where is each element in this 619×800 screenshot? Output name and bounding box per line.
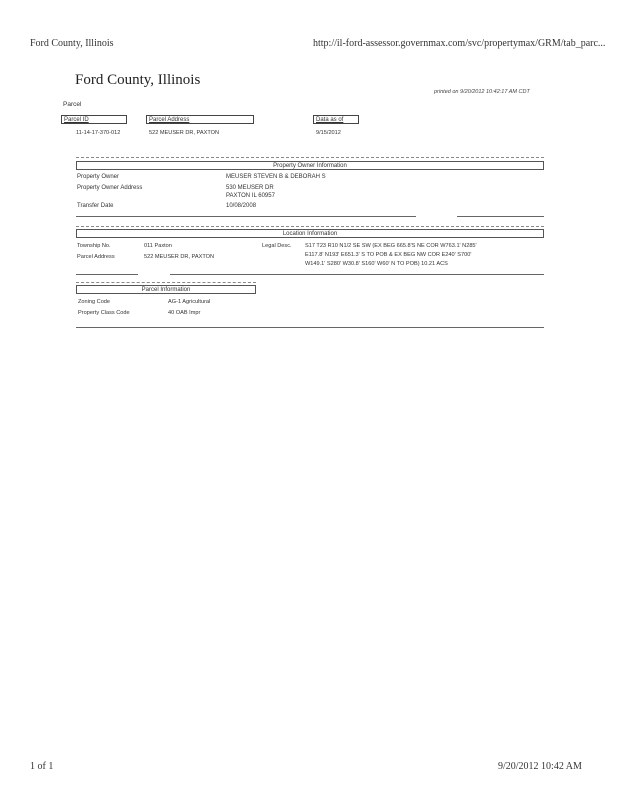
parcel-id-value: 11-14-17-370-012 [76,130,121,136]
owner-address-label: Property Owner Address [77,185,143,191]
data-as-of-header: Data as of [313,115,359,124]
transfer-date-value: 10/08/2008 [226,203,257,209]
township-value: 011 Paxton [144,243,172,249]
data-as-of-value: 9/15/2012 [316,130,341,136]
parcel-id-header: Parcel ID [61,115,127,124]
printed-on-timestamp: printed on 9/20/2012 10:42:17 AM CDT [434,89,530,95]
divider [76,226,544,227]
zoning-code-value: AG-1 Agricultural [168,299,211,305]
township-label: Township No. [77,243,111,249]
print-header-url: http://il-ford-assessor.governmax.com/svc/propertymax/GRM/tab_parc... [313,38,606,49]
parcel-address-header: Parcel Address [146,115,254,124]
location-parcel-address-value: 522 MEUSER DR, PAXTON [144,254,215,260]
parcel-address-value: 522 MEUSER DR, PAXTON [149,130,220,136]
location-section-title: Location Information [76,229,544,238]
divider [76,274,138,275]
owner-value: MEUSER STEVEN B & DEBORAH S [226,174,326,180]
divider [76,157,544,158]
legal-desc-label: Legal Desc. [262,243,292,249]
transfer-date-label: Transfer Date [77,203,114,209]
property-class-value: 40 OAB Impr [168,310,201,316]
owner-section-title: Property Owner Information [76,161,544,170]
page-title: Ford County, Illinois [75,72,201,88]
divider [76,216,416,217]
zoning-code-label: Zoning Code [78,299,111,305]
owner-address-line1: 530 MEUSER DR [226,185,274,191]
location-parcel-address-label: Parcel Address [77,254,115,260]
parcel-label: Parcel [63,101,82,108]
print-header-site-title: Ford County, Illinois [30,38,114,49]
property-class-label: Property Class Code [78,310,130,316]
divider [76,327,544,328]
print-footer-page-count: 1 of 1 [30,761,54,772]
parcel-info-section-title: Parcel Information [76,285,256,294]
owner-label: Property Owner [77,174,120,180]
legal-desc-line1: S17 T23 R10 N1/2 SE SW (EX BEG 665.8'S NE COR W763.1' N285' [305,243,477,249]
divider [76,282,256,283]
divider [170,274,544,275]
legal-desc-line2: E117.8' N193' E651.3' S TO POB & EX BEG NW COR E240' S700' [305,252,472,258]
divider [457,216,544,217]
owner-address-line2: PAXTON IL 60957 [226,193,275,199]
legal-desc-line3: W149.1' S280' W30.8' S160' W60' N TO POB) 10.21 ACS [305,261,448,267]
print-footer-datetime: 9/20/2012 10:42 AM [498,761,582,772]
